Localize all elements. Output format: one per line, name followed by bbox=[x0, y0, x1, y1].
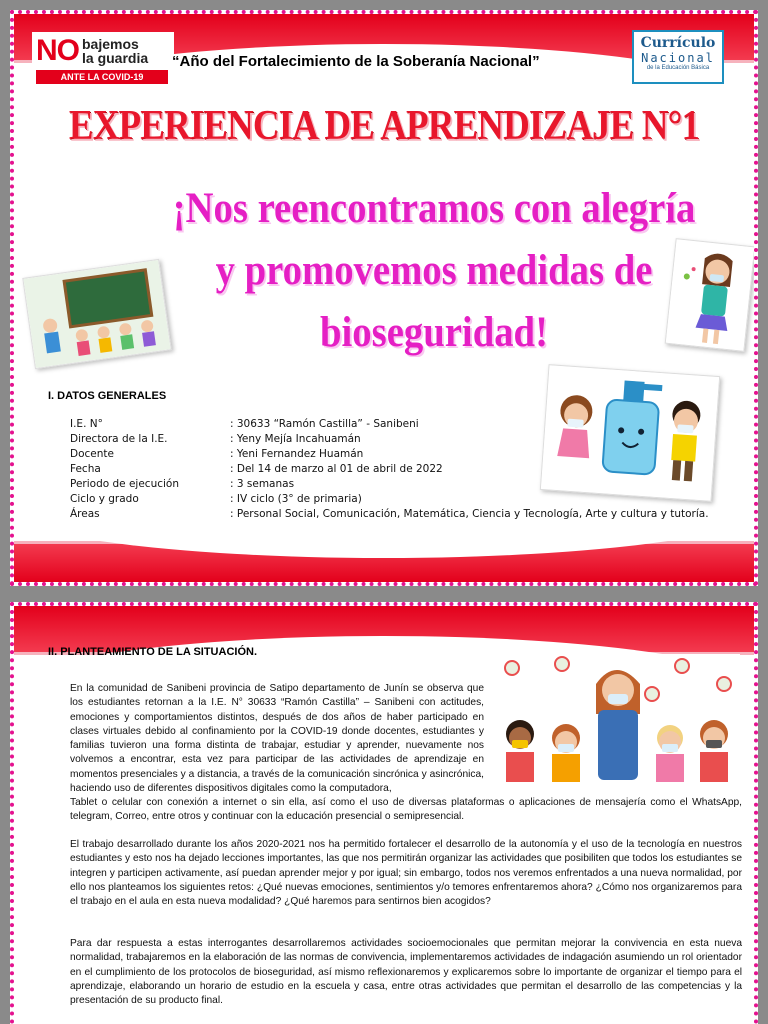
situation-paragraph-1: En la comunidad de Sanibeni provincia de Satipo departamento de Junín se observa que los estudiantes retornan a la I.E. N° 30633 “Ramón Castilla” – Sanibeni con actitudes, emociones y comportamientos distintos, después de dos años de haber participado en clases virtuales debido al confinamiento por la COVID-19 donde docentes, estudiantes y familias tuvieron una forma distinta de trabajar, estudiar y aprender, nuevamente nos volvemos a encontrar, esta vez para participar de las actividades de aprendizaje en momentos presenciales y a distancia, a través de la comunicación sincrónica y asincrónica, haciendo uso de diferentes dispositivos digitales como la computadora, bbox=[70, 683, 484, 795]
situation-paragraph-3: Para dar respuesta a estas interrogantes desarrollaremos actividades socioemocionales que permitan mejorar la convivencia en esta nueva normalidad, trabajaremos en la elaboración de las normas de convivencia, implementaremos actividades de indagación asumiendo un rol orientador en el cumplimiento de los protocolos de bioseguridad, así mismo reflexionaremos y explicaremos sobre lo importante de organizar el tiempo para el aprendizaje, elaborando un horario de estudio en la escuela y casa, entre otras actividades que permitan el desarrollo de las competencias y la presentación de su producto final. bbox=[70, 938, 742, 1007]
experience-subtitle: ¡Nos reencontramos con alegría y promovemos medidas de bioseguridad! bbox=[172, 185, 696, 356]
general-data-row: Periodo de ejecución : 3 semanas bbox=[70, 478, 295, 490]
section-datos-generales-title: I. DATOS GENERALES bbox=[48, 390, 167, 402]
document-page-2 bbox=[10, 602, 758, 1024]
general-data-row: I.E. N° : 30633 “Ramón Castilla” - Sanibeni bbox=[70, 418, 419, 430]
classroom-illustration bbox=[22, 259, 171, 369]
section-planteamiento-title: II. PLANTEAMIENTO DE LA SITUACIÓN. bbox=[48, 646, 258, 658]
general-data-row: Fecha : Del 14 de marzo al 01 de abril de 2022 bbox=[70, 463, 443, 475]
teacher-and-kids-illustration bbox=[492, 654, 740, 784]
general-data-row: Directora de la I.E. : Yeny Mejía Incahuamán bbox=[70, 433, 361, 445]
situation-paragraph-1-continued: Tablet o celular con conexión a internet o sin ella, así como el uso de diversas plataformas o aplicaciones de mensajería como el WhatsApp, telegram, Correo, entre otros y continuar con la educación presencial o semipresencial. bbox=[70, 797, 742, 823]
experience-title: EXPERIENCIA DE APRENDIZAJE N°1 bbox=[68, 103, 700, 149]
situation-paragraph-2: El trabajo desarrollado durante los años 2020-2021 nos ha permitido fortalecer el desarrollo de la autonomía y el uso de la tecnología en nuestros estudiantes y esto nos ha dejado lecciones importantes, las que nos permitirán organizar las actividades que posibiliten que todos los estudiantes se integren y participen activamente, así puedan aprender mejor y por igual; sin embargo, todos nos veremos enfrentados a una nueva normalidad, por ello nos planteamos los siguientes retos: ¿Qué nuevas emociones, sentimientos y/o temores enfrentaremos ahora? ¿Cómo nos organizaremos para el trabajo en el aula en esta nueva modalidad? ¿Qué haremos para sentirnos bien acogidos? bbox=[70, 839, 742, 908]
general-data-row: Docente : Yeni Fernandez Huamán bbox=[70, 448, 364, 460]
document-page-1 bbox=[10, 10, 758, 586]
general-data-row: Áreas : Personal Social, Comunicación, Matemática, Ciencia y Tecnología, Arte y cultura y tutoría. bbox=[70, 508, 709, 520]
curriculo-nacional-logo: Currículo Nacional de la Educación Básica bbox=[632, 30, 724, 84]
girl-with-mask-illustration bbox=[665, 238, 756, 352]
general-data-row: Ciclo y grado : IV ciclo (3° de primaria) bbox=[70, 493, 362, 505]
general-data-list bbox=[70, 418, 710, 523]
year-motto: “Año del Fortalecimiento de la Soberanía Nacional” bbox=[172, 53, 540, 70]
no-bajemos-la-guardia-logo: NO bajemos la guardia ANTE LA COVID-19 bbox=[32, 32, 174, 88]
